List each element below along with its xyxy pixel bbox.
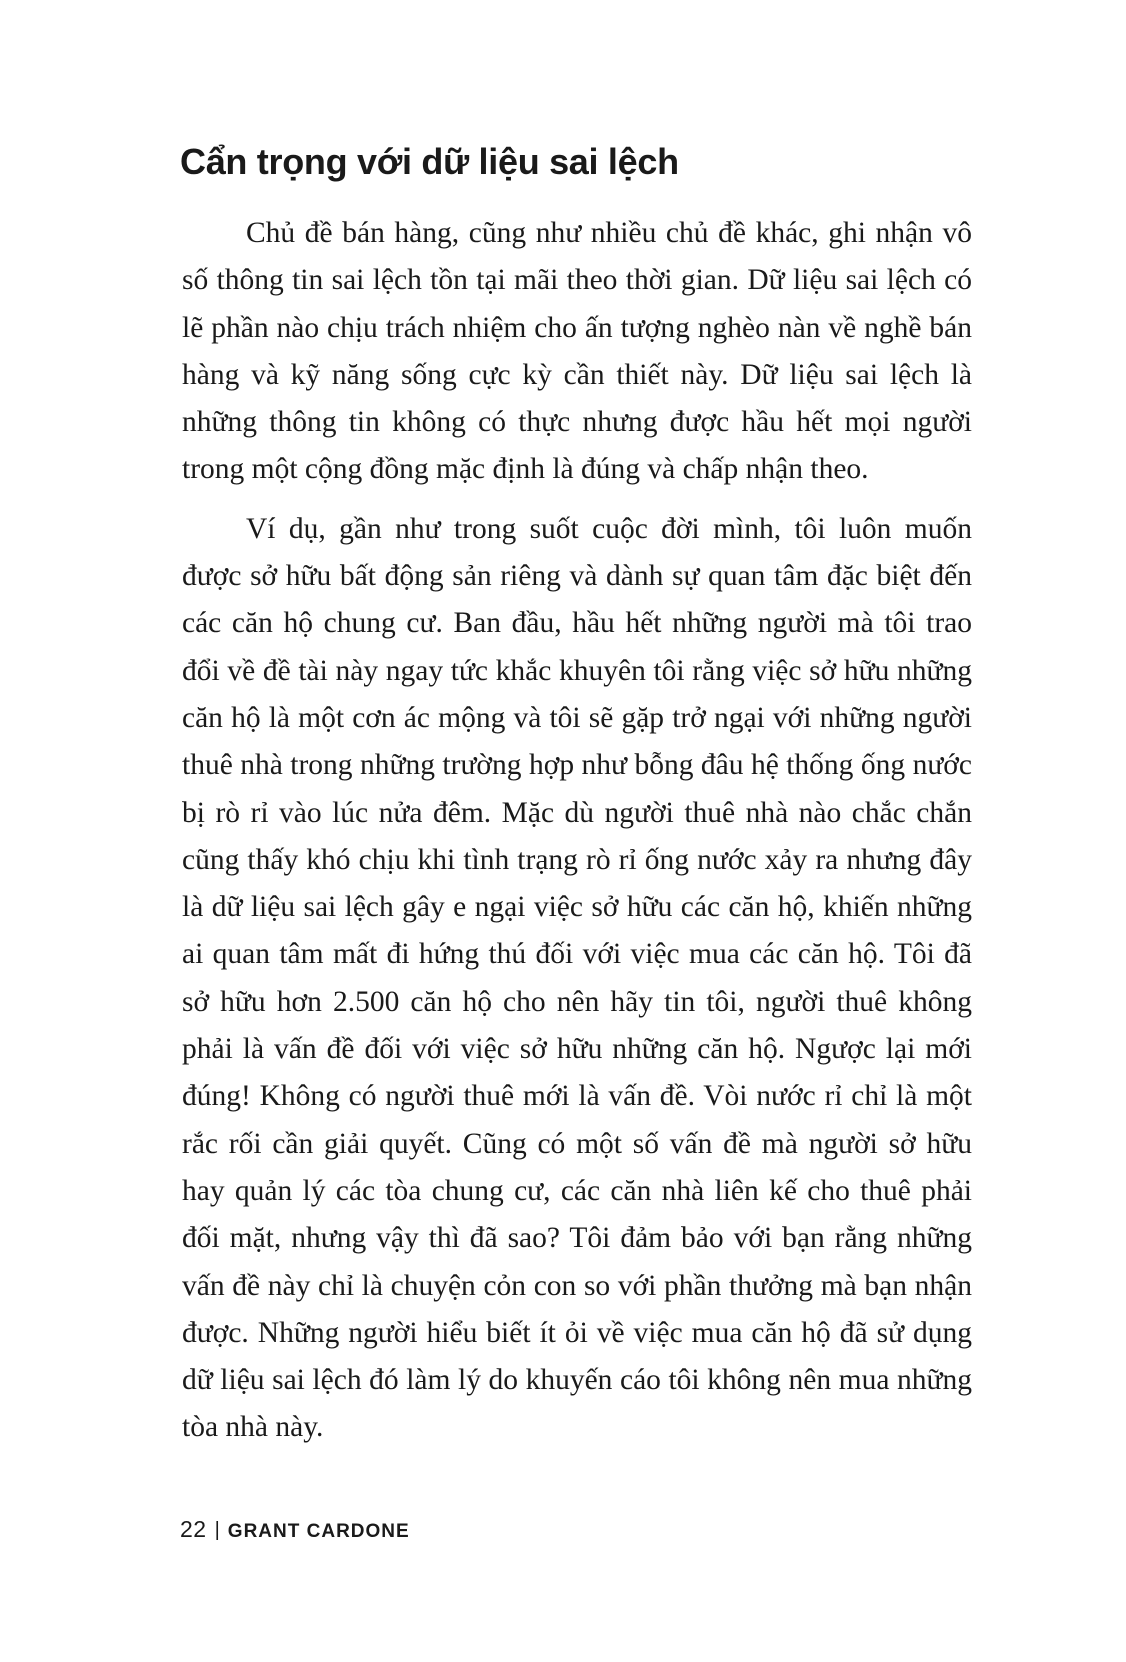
section-heading: Cẩn trọng với dữ liệu sai lệch [180,141,679,182]
footer-separator: | [214,1519,220,1541]
page-footer [180,1514,410,1547]
paragraph-2: Ví dụ, gần như trong suốt cuộc đời mình, tôi luôn muốn được sở hữu bất động sản riêng và dành sự quan tâm đặc biệt đến các căn hộ chung cư. Ban đầu, hầu hết những người mà tôi trao đổi về đề tài này ngay tức khắc khuyên tôi rằng việc sở hữu những căn hộ là một cơn ác mộng và tôi sẽ gặp trở ngại với những người thuê nhà trong những trường hợp như bỗng đâu hệ thống ống nước bị rò rỉ vào lúc nửa đêm. Mặc dù người thuê nhà nào chắc chắn cũng thấy khó chịu khi tình trạng rò rỉ ống nước xảy ra nhưng đây là dữ liệu sai lệch gây e ngại việc sở hữu các căn hộ, khiến những ai quan tâm mất đi hứng thú đối với việc mua các căn hộ. Tôi đã sở hữu hơn 2.500 căn hộ cho nên hãy tin tôi, người thuê không phải là vấn đề đối với việc sở hữu những căn hộ. Ngược lại mới đúng! Không có người thuê mới là vấn đề. Vòi nước rỉ chỉ là một rắc rối cần giải quyết. Cũng có một số vấn đề mà người sở hữu hay quản lý các tòa chung cư, các căn nhà liên kế cho thuê phải đối mặt, nhưng vậy thì đã sao? Tôi đảm bảo với bạn rằng những vấn đề này chỉ là chuyện cỏn con so với phần thưởng mà bạn nhận được. Những người hiểu biết ít ỏi về việc mua căn hộ đã sử dụng dữ liệu sai lệch đó làm lý do khuyến cáo tôi không nên mua những tòa nhà này. [182,512,972,1444]
body-text [182,210,972,1452]
page-number: 22 [180,1516,207,1542]
paragraph-1: Chủ đề bán hàng, cũng như nhiều chủ đề khác, ghi nhận vô số thông tin sai lệch tồn tại mãi theo thời gian. Dữ liệu sai lệch có lẽ phần nào chịu trách nhiệm cho ấn tượng nghèo nàn về nghề bán hàng và kỹ năng sống cực kỳ cần thiết này. Dữ liệu sai lệch là những thông tin không có thực nhưng được hầu hết mọi người trong một cộng đồng mặc định là đúng và chấp nhận theo. [182,217,972,486]
author-name: GRANT CARDONE [227,1521,410,1542]
